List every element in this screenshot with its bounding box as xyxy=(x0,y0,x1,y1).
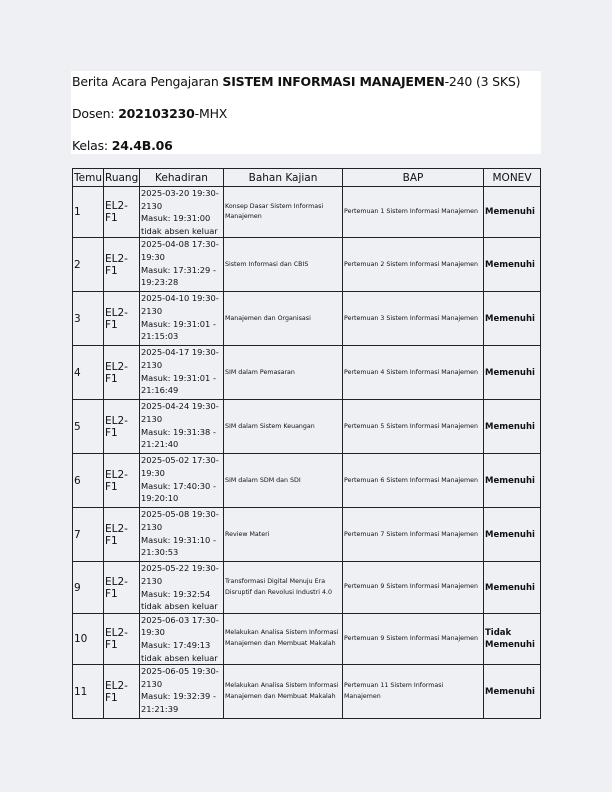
table-row xyxy=(73,665,541,719)
lecturer-label: Dosen: xyxy=(72,106,119,121)
topic-cell: SIM dalam SDM dan SDI xyxy=(224,454,343,508)
monev-cell: Memenuhi xyxy=(484,187,541,238)
monev-cell: Memenuhi xyxy=(484,400,541,454)
room-cell: EL2-F1 xyxy=(104,346,140,400)
monev-cell: Memenuhi xyxy=(484,454,541,508)
room-cell: EL2-F1 xyxy=(104,665,140,719)
entry-text: Masuk: 19:31:00 tidak absen keluar xyxy=(141,213,218,236)
course-suffix: -240 (3 SKS) xyxy=(444,74,521,89)
table-row xyxy=(73,292,541,346)
attendance-cell xyxy=(140,562,224,613)
bap-cell: Pertemuan 5 Sistem Informasi Manajemen xyxy=(343,400,484,454)
topic-cell: SIM dalam Sistem Keuangan xyxy=(224,400,343,454)
meeting-number-cell: 7 xyxy=(73,508,104,562)
monev-cell: Memenuhi xyxy=(484,292,541,346)
entry-text: Masuk: 19:31:10 - 21:30:53 xyxy=(141,534,216,558)
schedule-text: 2025-06-05 19:30-2130 xyxy=(141,666,219,689)
bap-cell: Pertemuan 9 Sistem Informasi Manajemen xyxy=(343,562,484,613)
table-row xyxy=(73,613,541,664)
schedule-text: 2025-05-02 17:30-19:30 xyxy=(141,455,219,478)
meeting-number-cell: 2 xyxy=(73,238,104,292)
attendance-cell xyxy=(140,187,224,238)
entry-text: Masuk: 19:31:01 - 21:16:49 xyxy=(141,372,216,396)
column-header-monev: MONEV xyxy=(484,169,541,187)
schedule-text: 2025-04-10 19:30-2130 xyxy=(141,293,219,316)
column-header-attendance: Kehadiran xyxy=(140,169,224,187)
room-cell: EL2-F1 xyxy=(104,508,140,562)
topic-cell: Manajemen dan Organisasi xyxy=(224,292,343,346)
meeting-number-cell: 4 xyxy=(73,346,104,400)
attendance-cell xyxy=(140,238,224,292)
course-name: SISTEM INFORMASI MANAJEMEN xyxy=(222,74,445,89)
class-label: Kelas: xyxy=(72,138,112,153)
bap-cell: Pertemuan 6 Sistem Informasi Manajemen xyxy=(343,454,484,508)
lecturer-code: 202103230 xyxy=(118,106,195,121)
bap-cell: Pertemuan 11 Sistem Informasi Manajemen xyxy=(343,665,484,719)
document-header xyxy=(71,71,541,154)
topic-cell: Sistem Informasi dan CBIS xyxy=(224,238,343,292)
column-header-room: Ruang xyxy=(104,169,140,187)
table-row xyxy=(73,400,541,454)
table-row xyxy=(73,187,541,238)
meeting-number-cell: 11 xyxy=(73,665,104,719)
schedule-text: 2025-05-08 19:30-2130 xyxy=(141,509,219,532)
table-row xyxy=(73,346,541,400)
bap-cell: Pertemuan 4 Sistem Informasi Manajemen xyxy=(343,346,484,400)
room-cell: EL2-F1 xyxy=(104,292,140,346)
room-cell: EL2-F1 xyxy=(104,613,140,664)
bap-cell: Pertemuan 2 Sistem Informasi Manajemen xyxy=(343,238,484,292)
entry-text: Masuk: 17:31:29 - 19:23:28 xyxy=(141,264,216,288)
attendance-cell xyxy=(140,613,224,664)
bap-cell: Pertemuan 9 Sistem Informasi Manajemen xyxy=(343,613,484,664)
entry-text: Masuk: 19:32:54 tidak absen keluar xyxy=(141,588,218,612)
room-cell: EL2-F1 xyxy=(104,454,140,508)
bap-cell: Pertemuan 7 Sistem Informasi Manajemen xyxy=(343,508,484,562)
topic-cell: Melakukan Analisa Sistem Informasi Manajemen dan Membuat Makalah xyxy=(224,613,343,664)
topic-cell: Review Materi xyxy=(224,508,343,562)
table-row xyxy=(73,238,541,292)
monev-cell: Memenuhi xyxy=(484,508,541,562)
lecturer-suffix: -MHX xyxy=(194,106,228,121)
meeting-number-cell: 1 xyxy=(73,187,104,238)
monev-cell: Memenuhi xyxy=(484,346,541,400)
attendance-cell xyxy=(140,454,224,508)
table-row xyxy=(73,508,541,562)
attendance-cell xyxy=(140,346,224,400)
attendance-cell xyxy=(140,508,224,562)
monev-cell: Memenuhi xyxy=(484,238,541,292)
schedule-text: 2025-04-17 19:30-2130 xyxy=(141,347,219,370)
attendance-cell xyxy=(140,292,224,346)
schedule-text: 2025-04-24 19:30-2130 xyxy=(141,401,219,424)
monev-cell: Memenuhi xyxy=(484,562,541,613)
schedule-text: 2025-06-03 17:30-19:30 xyxy=(141,614,219,638)
title-prefix: Berita Acara Pengajaran xyxy=(72,74,223,89)
column-header-bap: BAP xyxy=(343,169,484,187)
room-cell: EL2-F1 xyxy=(104,187,140,238)
meeting-number-cell: 9 xyxy=(73,562,104,613)
entry-text: Masuk: 17:40:30 - 19:20:10 xyxy=(141,480,216,504)
meeting-number-cell: 10 xyxy=(73,613,104,664)
room-cell: EL2-F1 xyxy=(104,562,140,613)
room-cell: EL2-F1 xyxy=(104,400,140,454)
topic-cell: Konsep Dasar Sistem Informasi Manajemen xyxy=(224,187,343,238)
topic-cell: Melakukan Analisa Sistem Informasi Manajemen dan Membuat Makalah xyxy=(224,665,343,719)
teaching-record-table xyxy=(72,168,541,719)
meeting-number-cell: 3 xyxy=(73,292,104,346)
document-title xyxy=(72,74,520,89)
attendance-cell xyxy=(140,665,224,719)
column-header-meeting: Temu xyxy=(73,169,104,187)
room-cell: EL2-F1 xyxy=(104,238,140,292)
bap-cell: Pertemuan 3 Sistem Informasi Manajemen xyxy=(343,292,484,346)
table-header-row xyxy=(73,169,541,187)
schedule-text: 2025-04-08 17:30-19:30 xyxy=(141,239,219,262)
class-line xyxy=(72,138,173,153)
meeting-number-cell: 5 xyxy=(73,400,104,454)
meeting-number-cell: 6 xyxy=(73,454,104,508)
schedule-text: 2025-03-20 19:30-2130 xyxy=(141,188,219,211)
entry-text: Masuk: 19:32:39 - 21:21:39 xyxy=(141,691,216,714)
topic-cell: Transformasi Digital Menuju Era Disruptif dan Revolusi Industri 4.0 xyxy=(224,562,343,613)
monev-cell: Tidak Memenuhi xyxy=(484,613,541,664)
topic-cell: SIM dalam Pemasaran xyxy=(224,346,343,400)
attendance-cell xyxy=(140,400,224,454)
table-row xyxy=(73,562,541,613)
schedule-text: 2025-05-22 19:30-2130 xyxy=(141,563,219,586)
monev-cell: Memenuhi xyxy=(484,665,541,719)
entry-text: Masuk: 19:31:01 - 21:15:03 xyxy=(141,318,216,342)
table-row xyxy=(73,454,541,508)
lecturer-line xyxy=(72,106,227,121)
class-code: 24.4B.06 xyxy=(111,138,173,153)
bap-cell: Pertemuan 1 Sistem Informasi Manajemen xyxy=(343,187,484,238)
entry-text: Masuk: 17:49:13 tidak absen keluar xyxy=(141,639,218,663)
column-header-topic: Bahan Kajian xyxy=(224,169,343,187)
entry-text: Masuk: 19:31:38 - 21:21:40 xyxy=(141,426,216,450)
